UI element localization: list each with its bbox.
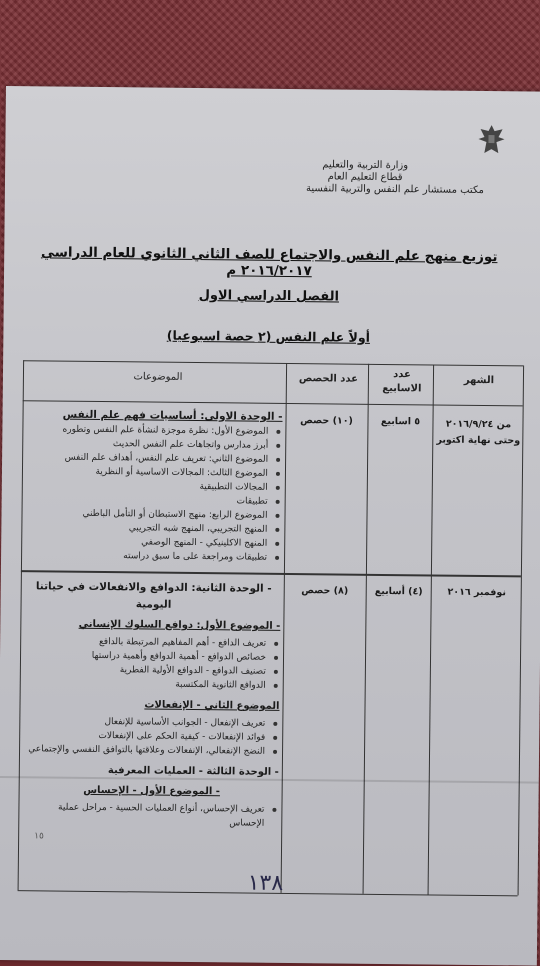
list-item: الموضوع الرابع: منهج الاستبطان أو التأمل الباطني [27, 506, 267, 523]
row2-month: نوفمبر ٢٠١٦ [447, 586, 506, 599]
list-item: تطبيقات [28, 492, 268, 509]
handwritten-mark: ١٣٨ [247, 870, 284, 896]
row1-unit-title: - الوحدة الاولى: أساسيات فهم علم النفس [62, 408, 283, 423]
list-item: تصنيف الدوافع - الدوافع الأولية الفطرية [26, 662, 266, 679]
section-heading: - الوحدة الثالثة - العمليات المعرفية [107, 765, 279, 778]
section-topic-list [25, 714, 279, 759]
header-weeks: عدد الاسابيع [382, 369, 422, 395]
row2-weeks: (٤) أسابيع [374, 585, 423, 598]
eagle-emblem-icon [476, 123, 506, 157]
header-periods: عدد الحصص [298, 373, 359, 385]
row1-periods: (١٠) حصص [300, 415, 353, 427]
list-item: الموضوع الأول: نظرة موجزة لنشأة علم النفس وتطوره [28, 422, 268, 439]
row1-month: من ٢٠١٦/٩/٢٤ وحتى نهاية اكتوبر [436, 418, 521, 447]
list-item: تعريف الدافع - أهم المفاهيم المرتبطة بالدافع [26, 634, 266, 651]
list-item: النضج الإنفعالي، الإنفعالات وعلاقتها بالتوافق النفسي والإجتماعي [25, 742, 265, 759]
list-item: أبرز مدارس واتجاهات علم النفس الحديث [28, 436, 268, 453]
section-heading: الموضوع الثاني - الإنفعالات [144, 699, 280, 712]
header-month: الشهر [463, 374, 495, 387]
section-heading: - الموضوع الأول: دوافع السلوك الإنساني [78, 618, 281, 632]
section-heading: - الموضوع الأول - الإحساس [83, 784, 221, 798]
list-item: المنهج الاكلينيكي - المنهج الوصفي [27, 534, 267, 551]
row2-topics [24, 578, 281, 831]
ministry-name: وزارة التربية والتعليم [322, 159, 409, 172]
row2-periods: (٨) حصص [301, 585, 349, 597]
list-item: خصائص الدوافع - أهمية الدوافع وأهمية دراستها [26, 648, 266, 665]
curriculum-table [18, 360, 540, 895]
list-item: تعريف الإحساس، أنواع العمليات الحسية - مراحل عملية الإحساس [24, 800, 264, 831]
office-name: مكتب مستشار علم النفس والتربية النفسية [305, 183, 484, 197]
section-topic-list [24, 800, 278, 831]
list-item: الدوافع الثانوية المكتسبة [26, 676, 266, 693]
document-page [0, 86, 540, 966]
list-item: المجالات التطبيقية [28, 478, 268, 495]
list-item: الموضوع الثاني: تعريف علم النفس، أهداف علم النفس [28, 450, 268, 467]
semester-heading: الفصل الدراسي الاول [198, 288, 340, 305]
list-item: تعريف الإنفعال - الجوانب الأساسية للإنفعال [25, 714, 265, 731]
section-topic-list [26, 634, 281, 693]
row1-topics [27, 408, 283, 565]
row2-unit-title: - الوحدة الثانية: الدوافع والانفعالات في حياتنا اليومية [35, 580, 272, 611]
row1-topic-list [27, 422, 282, 565]
row1-weeks: ٥ اسابيع [380, 415, 421, 428]
list-item: فوائد الإنفعالات - كيفية الحكم على الإنفعالات [25, 728, 265, 745]
page-number: ١٥ [34, 831, 44, 842]
header-topics: الموضوعات [133, 371, 183, 383]
sector-name: قطاع التعليم العام [327, 171, 403, 184]
ministry-header [275, 159, 484, 197]
list-item: تطبيقات ومراجعة على ما سبق دراسته [27, 548, 267, 565]
list-item: الموضوع الثالث: المجالات الاساسية أو النظرية [28, 464, 268, 481]
list-item: المنهج التجريبي، المنهج شبه التجريبي [27, 520, 267, 537]
document-title: توزيع منهج علم النفس والاجتماع للصف الثاني الثانوي للعام الدراسي ٢٠١٦/٢٠١٧ م [40, 244, 498, 280]
subject-heading: أولاً علم النفس (٢ حصة اسبوعيا) [166, 327, 371, 345]
